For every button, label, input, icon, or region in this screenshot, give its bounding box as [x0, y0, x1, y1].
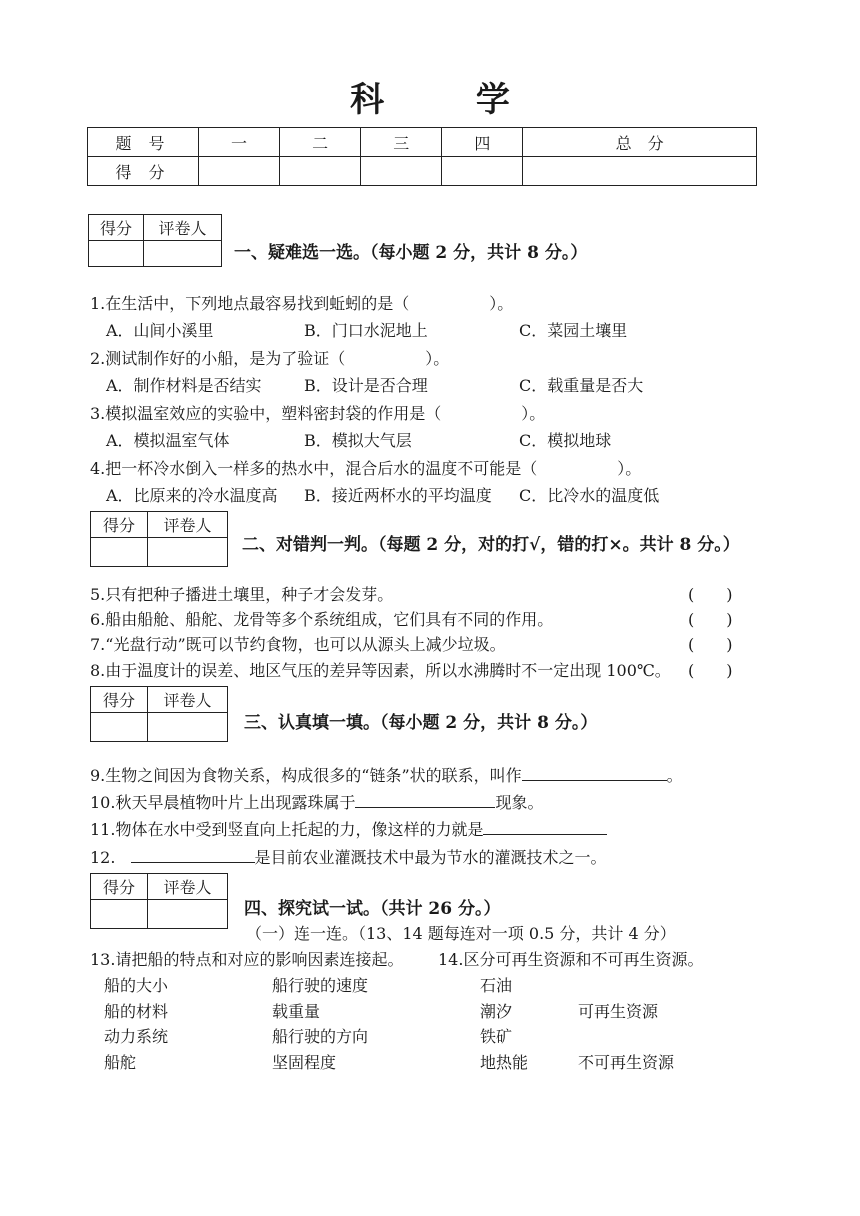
grader-reviewer-cell[interactable]	[148, 713, 228, 742]
match-item-d[interactable]: 不可再生资源	[578, 1053, 675, 1072]
grader-reviewer-label: 评卷人	[148, 512, 228, 538]
answer-blank-10[interactable]	[355, 791, 495, 808]
score-header-cell: 题 号	[88, 128, 199, 157]
q2-option-a: A．制作材料是否结实	[106, 376, 262, 395]
question-11-text: 11.物体在水中受到竖直向上托起的力，像这样的力就是	[90, 820, 484, 839]
score-table	[87, 127, 757, 186]
grader-reviewer-label: 评卷人	[148, 874, 228, 900]
q1-option-b: B．门口水泥地上	[304, 321, 428, 340]
question-9	[90, 763, 683, 786]
match-item-c[interactable]: 铁矿	[480, 1027, 513, 1046]
score-row-label: 得 分	[88, 157, 199, 186]
answer-blank-12[interactable]	[131, 846, 255, 863]
q3-option-c: C．模拟地球	[519, 431, 612, 450]
section-4-subtitle: （一）连一连。（13、14 题每连对一项 0.5 分，共计 4 分）	[246, 924, 676, 943]
question-1: 1.在生活中，下列地点最容易找到蚯蚓的是（ ）。	[90, 294, 514, 313]
score-header-cell: 三	[361, 128, 442, 157]
q2-option-c: C．载重量是否大	[519, 376, 644, 395]
score-header-cell: 总 分	[523, 128, 757, 157]
score-cell[interactable]	[280, 157, 361, 186]
match-item-b[interactable]: 坚固程度	[272, 1053, 337, 1072]
match-item-c[interactable]: 潮汐	[480, 1002, 513, 1021]
question-4: 4.把一杯冷水倒入一样多的热水中，混合后水的温度不可能是（ ）。	[90, 459, 642, 478]
question-9-end: 。	[666, 766, 683, 785]
question-5: 5.只有把种子播进土壤里，种子才会发芽。	[90, 585, 394, 604]
grader-reviewer-label: 评卷人	[144, 215, 222, 241]
match-item-a[interactable]: 动力系统	[104, 1027, 169, 1046]
question-3: 3.模拟温室效应的实验中，塑料密封袋的作用是（ ）。	[90, 404, 546, 423]
match-item-b[interactable]: 船行驶的方向	[272, 1027, 369, 1046]
score-header-cell: 二	[280, 128, 361, 157]
answer-blank-11[interactable]	[483, 818, 607, 835]
question-13: 13.请把船的特点和对应的影响因素连接起。	[90, 950, 404, 969]
match-item-b[interactable]: 载重量	[272, 1002, 321, 1021]
answer-paren-8[interactable]: ( )	[688, 661, 733, 680]
grader-reviewer-cell[interactable]	[148, 900, 228, 929]
section-4-title: 四、探究试一试。（共计 26 分。）	[244, 899, 501, 919]
score-table-score-row	[88, 157, 757, 186]
answer-blank-9[interactable]	[522, 764, 667, 781]
grader-box-2	[90, 511, 228, 567]
score-cell[interactable]	[523, 157, 757, 186]
match-item-b[interactable]: 船行驶的速度	[272, 976, 369, 995]
answer-paren-7[interactable]: ( )	[688, 635, 733, 654]
answer-paren-5[interactable]: ( )	[688, 585, 733, 604]
question-14: 14.区分可再生资源和不可再生资源。	[438, 950, 704, 969]
question-10-end: 现象。	[495, 793, 544, 812]
match-item-a[interactable]: 船舵	[104, 1053, 137, 1072]
section-1-title: 一、疑难选一选。（每小题 2 分，共计 8 分。）	[234, 243, 588, 263]
grader-score-cell[interactable]	[91, 538, 148, 567]
page-title: 科 学	[350, 80, 550, 120]
match-item-a[interactable]: 船的大小	[104, 976, 169, 995]
q2-option-b: B．设计是否合理	[304, 376, 428, 395]
score-cell[interactable]	[442, 157, 523, 186]
question-8: 8.由于温度计的误差、地区气压的差异等因素，所以水沸腾时不一定出现 100℃。	[90, 661, 671, 680]
score-header-cell: 一	[199, 128, 280, 157]
grader-reviewer-cell[interactable]	[148, 538, 228, 567]
score-header-cell: 四	[442, 128, 523, 157]
question-10-text: 10.秋天早晨植物叶片上出现露珠属于	[90, 793, 356, 812]
grader-box-4	[90, 873, 228, 929]
grader-reviewer-label: 评卷人	[148, 687, 228, 713]
grader-score-cell[interactable]	[91, 713, 148, 742]
question-12-number: 12.	[90, 848, 116, 867]
match-item-c[interactable]: 石油	[480, 976, 513, 995]
grader-score-label: 得分	[89, 215, 144, 241]
grader-score-label: 得分	[91, 874, 148, 900]
match-item-c[interactable]: 地热能	[480, 1053, 529, 1072]
grader-box-3	[90, 686, 228, 742]
question-6: 6.船由船舱、船舵、龙骨等多个系统组成，它们具有不同的作用。	[90, 610, 554, 629]
match-item-d[interactable]: 可再生资源	[578, 1002, 659, 1021]
section-2-title: 二、对错判一判。（每题 2 分，对的打√，错的打×。共计 8 分。）	[242, 535, 740, 555]
question-2: 2.测试制作好的小船，是为了验证（ ）。	[90, 349, 450, 368]
question-11	[90, 817, 607, 840]
score-table-header-row	[88, 128, 757, 157]
grader-box-1	[88, 214, 222, 267]
question-10	[90, 790, 543, 813]
q3-option-a: A．模拟温室气体	[106, 431, 230, 450]
question-7: 7.“光盘行动”既可以节约食物，也可以从源头上减少垃圾。	[90, 635, 506, 654]
score-cell[interactable]	[199, 157, 280, 186]
match-item-a[interactable]: 船的材料	[104, 1002, 169, 1021]
answer-paren-6[interactable]: ( )	[688, 610, 733, 629]
grader-reviewer-cell[interactable]	[144, 241, 222, 267]
grader-score-label: 得分	[91, 512, 148, 538]
question-12-text: 是目前农业灌溉技术中最为节水的灌溉技术之一。	[254, 848, 607, 867]
q3-option-b: B．模拟大气层	[304, 431, 412, 450]
question-9-text: 9.生物之间因为食物关系，构成很多的“链条”状的联系，叫作	[90, 766, 522, 785]
grader-score-label: 得分	[91, 687, 148, 713]
q4-option-a: A．比原来的冷水温度高	[106, 486, 278, 505]
q1-option-a: A．山间小溪里	[106, 321, 214, 340]
q4-option-b: B．接近两杯水的平均温度	[304, 486, 492, 505]
q4-option-c: C．比冷水的温度低	[519, 486, 660, 505]
question-12	[90, 845, 607, 868]
score-cell[interactable]	[361, 157, 442, 186]
grader-score-cell[interactable]	[89, 241, 144, 267]
q1-option-c: C．菜园土壤里	[519, 321, 628, 340]
grader-score-cell[interactable]	[91, 900, 148, 929]
section-3-title: 三、认真填一填。（每小题 2 分，共计 8 分。）	[244, 713, 598, 733]
